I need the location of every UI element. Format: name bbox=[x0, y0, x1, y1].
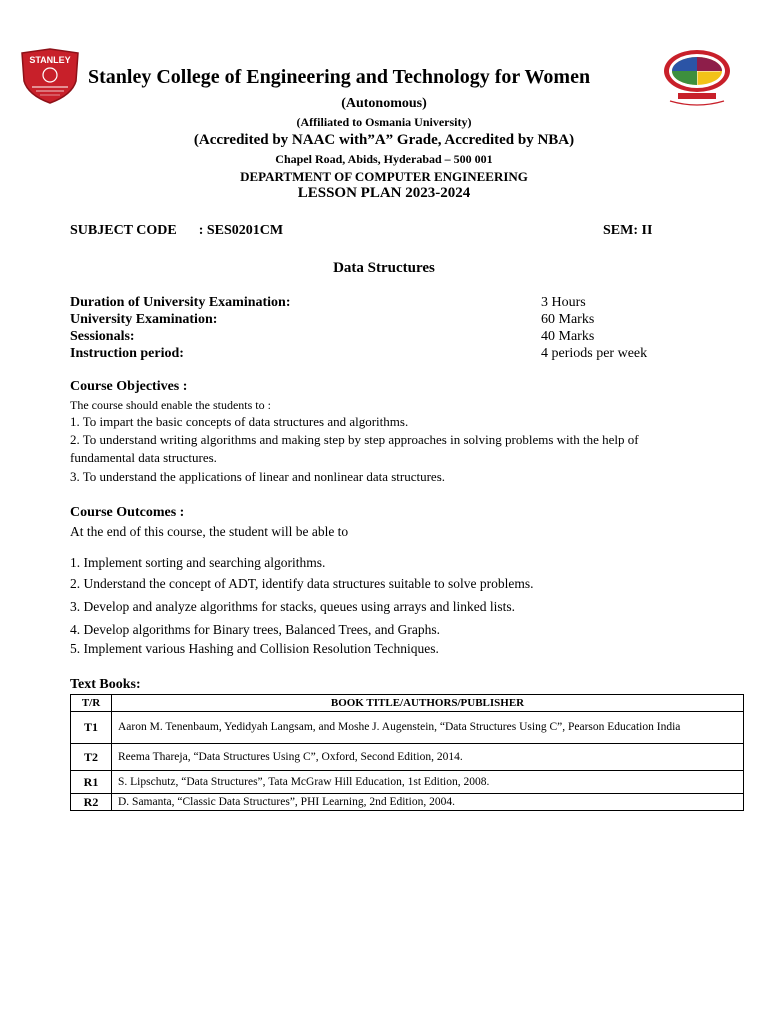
college-name: Stanley College of Engineering and Technology for Women bbox=[88, 66, 591, 88]
autonomous-status: (Autonomous) bbox=[341, 96, 427, 111]
outcomes-heading: Course Outcomes : bbox=[70, 505, 185, 520]
objective-item: 1. To impart the basic concepts of data structures and algorithms. bbox=[70, 414, 409, 429]
book-id: R2 bbox=[71, 794, 112, 811]
textbooks-heading: Text Books: bbox=[70, 677, 141, 692]
address: Chapel Road, Abids, Hyderabad – 500 001 bbox=[275, 152, 493, 166]
outcome-item: 1. Implement sorting and searching algorithms. bbox=[70, 555, 326, 570]
university-exam-label: University Examination: bbox=[70, 312, 218, 327]
book-details: D. Samanta, “Classic Data Structures”, PHI Learning, 2nd Edition, 2004. bbox=[112, 794, 744, 811]
logo-text: STANLEY bbox=[29, 55, 71, 65]
book-id: T2 bbox=[71, 744, 112, 771]
lesson-plan-title: LESSON PLAN 2023-2024 bbox=[297, 185, 471, 201]
sessionals-value: 40 Marks bbox=[541, 329, 595, 344]
university-exam-value: 60 Marks bbox=[541, 312, 595, 327]
book-details: Reema Thareja, “Data Structures Using C”, Oxford, Second Edition, 2014. bbox=[112, 744, 744, 771]
outcome-item: 5. Implement various Hashing and Collision Resolution Techniques. bbox=[70, 641, 439, 656]
department-name: DEPARTMENT OF COMPUTER ENGINEERING bbox=[240, 169, 528, 184]
affiliation: (Affiliated to Osmania University) bbox=[296, 115, 472, 129]
objective-item: 3. To understand the applications of linear and nonlinear data structures. bbox=[70, 469, 446, 484]
instruction-period-label: Instruction period: bbox=[70, 346, 184, 361]
column-header-book: BOOK TITLE/AUTHORS/PUBLISHER bbox=[112, 695, 744, 712]
sessionals-label: Sessionals: bbox=[70, 329, 135, 344]
objectives-intro: The course should enable the students to : bbox=[70, 398, 271, 412]
subject-code bbox=[70, 223, 283, 239]
table-row bbox=[71, 794, 744, 811]
outcome-item: 3. Develop and analyze algorithms for stacks, queues using arrays and linked lists. bbox=[70, 599, 516, 614]
table-row bbox=[71, 744, 744, 771]
subject-code-value: : SES0201CM bbox=[198, 223, 284, 238]
book-details: S. Lipschutz, “Data Structures”, Tata McGraw Hill Education, 1st Edition, 2008. bbox=[112, 771, 744, 794]
semester: SEM: II bbox=[603, 223, 653, 238]
textbooks-table bbox=[70, 694, 744, 811]
objective-item: 2. To understand writing algorithms and making step by step approaches in solving problems with the help of fundamental data structures. bbox=[70, 432, 639, 465]
outcome-item: 2. Understand the concept of ADT, identify data structures suitable to solve problems. bbox=[70, 576, 534, 591]
objectives-heading: Course Objectives : bbox=[70, 379, 188, 394]
book-details: Aaron M. Tenenbaum, Yedidyah Langsam, and Moshe J. Augenstein, “Data Structures Using C”, Pearson Education India bbox=[112, 712, 744, 744]
book-id: T1 bbox=[71, 712, 112, 744]
instruction-period-value: 4 periods per week bbox=[541, 346, 648, 361]
book-id: R1 bbox=[71, 771, 112, 794]
table-header-row bbox=[71, 695, 744, 712]
table-row bbox=[71, 771, 744, 794]
accreditation: (Accredited by NAAC with”A” Grade, Accredited by NBA) bbox=[193, 132, 575, 148]
column-header-tr: T/R bbox=[71, 695, 112, 712]
subject-title: Data Structures bbox=[333, 260, 435, 276]
outcomes-intro: At the end of this course, the student will be able to bbox=[70, 524, 349, 539]
exam-duration-label: Duration of University Examination: bbox=[70, 295, 291, 310]
exam-duration-value: 3 Hours bbox=[541, 295, 586, 310]
table-row bbox=[71, 712, 744, 744]
subject-code-label: SUBJECT CODE bbox=[70, 223, 177, 238]
outcome-item: 4. Develop algorithms for Binary trees, Balanced Trees, and Graphs. bbox=[70, 622, 441, 637]
